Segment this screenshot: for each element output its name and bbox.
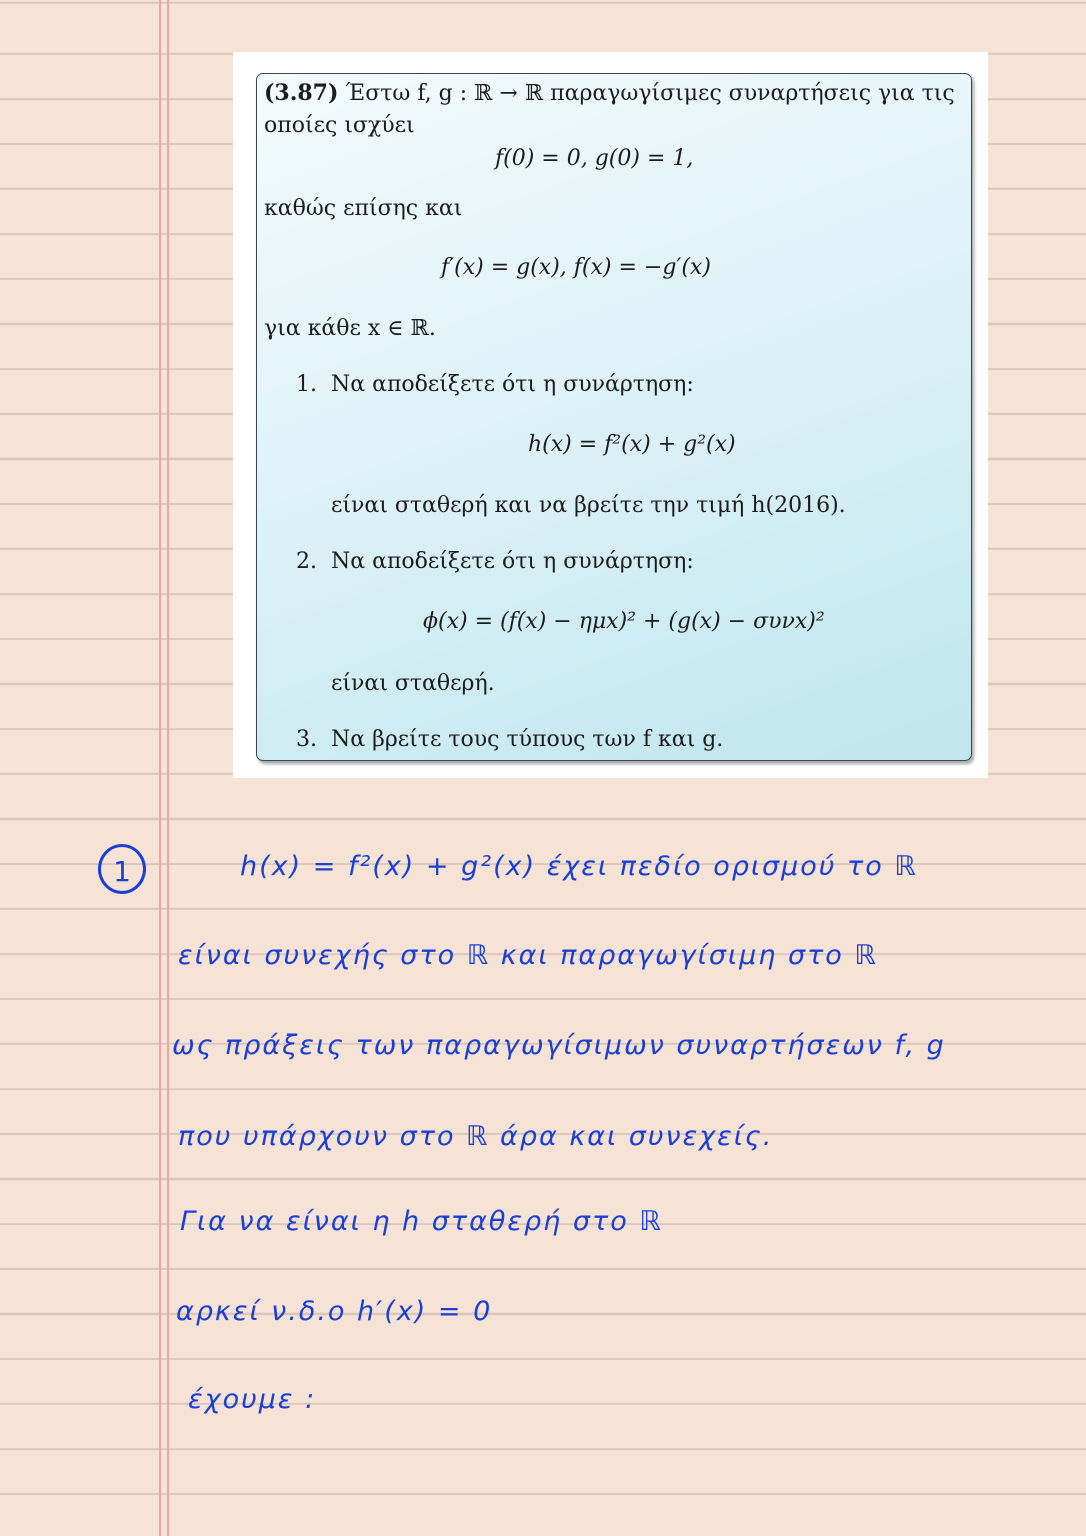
margin-line-left (159, 0, 161, 1536)
item-2-after: είναι σταθερή. (331, 671, 495, 696)
problem-intro-text: Έστω f, g : ℝ → ℝ παραγωγίσιμες συναρτήσεις για τις (345, 81, 955, 106)
item-2-formula: ϕ(x) = (f(x) − ημx)² + (g(x) − συνx)² (423, 609, 825, 634)
handwritten-circled-number: 1 (98, 844, 146, 894)
item-3-number: 3. (296, 727, 317, 752)
conditions-derivative: f′(x) = g(x), f(x) = −g′(x) (441, 255, 711, 280)
item-1-text: Να αποδείξετε ότι η συνάρτηση: (331, 372, 694, 397)
problem-card (256, 73, 972, 761)
conditions-initial: f(0) = 0, g(0) = 1, (495, 146, 694, 171)
handwritten-line-7: έχουμε : (188, 1384, 317, 1415)
margin-line-right (167, 0, 169, 1536)
problem-number: (3.87) (264, 80, 339, 106)
problem-intro-line1 (264, 80, 955, 106)
item-2-number: 2. (296, 549, 317, 574)
item-2-text: Να αποδείξετε ότι η συνάρτηση: (331, 549, 694, 574)
handwritten-line-3: ως πράξεις των παραγωγίσιμων συναρτήσεων f, g (172, 1030, 946, 1061)
for-all-text: για κάθε x ∈ ℝ. (264, 316, 436, 341)
item-1-number: 1. (296, 372, 317, 397)
item-1-formula: h(x) = f²(x) + g²(x) (528, 432, 736, 457)
handwritten-line-5: Για να είναι η h σταθερή στο ℝ (180, 1206, 663, 1237)
item-3-text: Να βρείτε τους τύπους των f και g. (331, 727, 724, 752)
handwritten-line-1: h(x) = f²(x) + g²(x) έχει πεδίο ορισμού το ℝ (240, 851, 918, 882)
handwritten-line-6: αρκεί ν.δ.ο h′(x) = 0 (176, 1296, 493, 1327)
item-1-after: είναι σταθερή και να βρείτε την τιμή h(2016). (331, 493, 846, 518)
also-text: καθώς επίσης και (264, 196, 463, 221)
handwritten-line-2: είναι συνεχής στο ℝ και παραγωγίσιμη στο ℝ (178, 940, 878, 971)
problem-intro-line2: οποίες ισχύει (264, 113, 415, 138)
handwritten-line-4: που υπάρχουν στο ℝ άρα και συνεχείς. (178, 1121, 774, 1152)
